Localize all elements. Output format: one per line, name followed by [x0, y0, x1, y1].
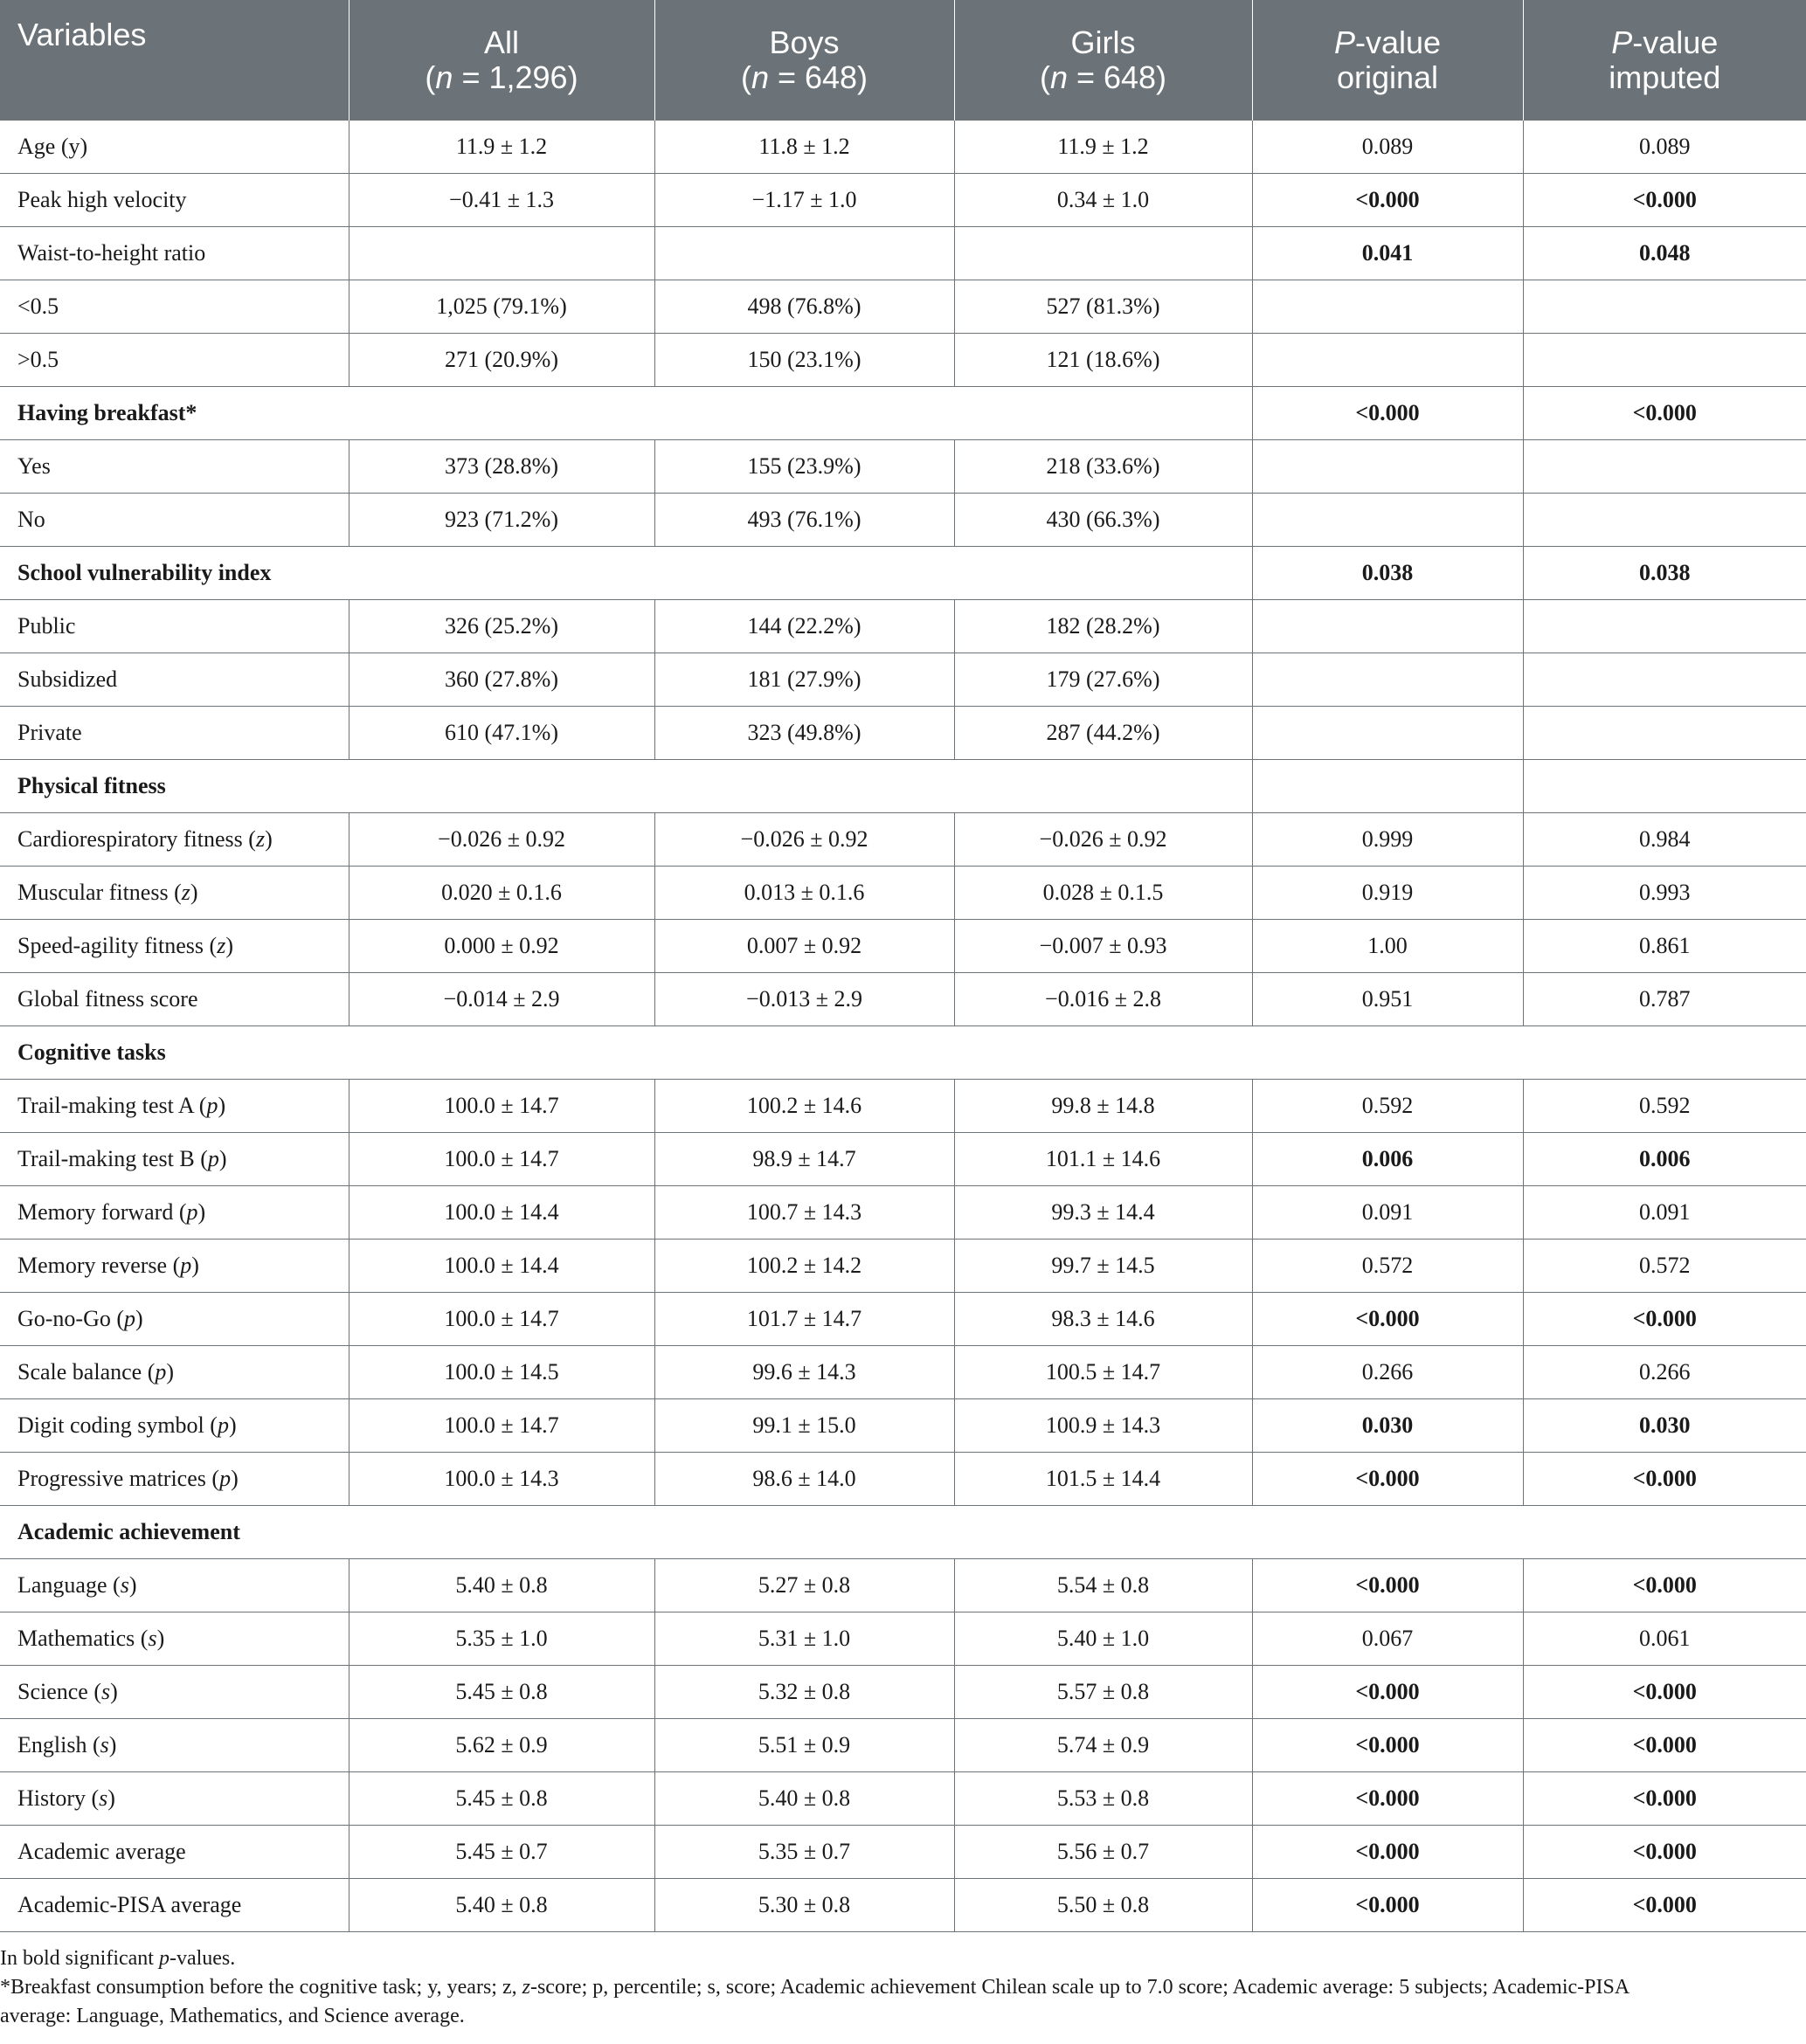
cell-p-original: <0.000 — [1252, 1719, 1523, 1772]
table-row — [0, 867, 1806, 920]
cell-boys: 101.7 ± 14.7 — [654, 1293, 954, 1346]
cell-boys: 181 (27.9%) — [654, 653, 954, 707]
table-row — [0, 1826, 1806, 1879]
cell-girls: 98.3 ± 14.6 — [954, 1293, 1252, 1346]
cell-p-original: 0.592 — [1252, 1080, 1523, 1133]
cell-p-imputed: 0.089 — [1523, 121, 1806, 174]
table-row — [0, 1133, 1806, 1186]
cell-p-original — [1252, 334, 1523, 387]
cell-boys: 98.6 ± 14.0 — [654, 1453, 954, 1506]
cell-p-imputed — [1523, 440, 1806, 494]
cell-p-imputed: <0.000 — [1523, 387, 1806, 440]
cell-boys: 5.30 ± 0.8 — [654, 1879, 954, 1932]
cell-p-original: 0.919 — [1252, 867, 1523, 920]
cell-girls: 0.34 ± 1.0 — [954, 174, 1252, 227]
row-label: >0.5 — [0, 334, 349, 387]
cell-p-original: <0.000 — [1252, 1293, 1523, 1346]
cell-girls: 99.8 ± 14.8 — [954, 1080, 1252, 1133]
cell-boys: 493 (76.1%) — [654, 494, 954, 547]
cell-boys: 323 (49.8%) — [654, 707, 954, 760]
cell-girls: 182 (28.2%) — [954, 600, 1252, 653]
cell-all: 271 (20.9%) — [349, 334, 654, 387]
cell-all: 100.0 ± 14.7 — [349, 1399, 654, 1453]
cell-all: 5.45 ± 0.8 — [349, 1666, 654, 1719]
cell-boys: 5.27 ± 0.8 — [654, 1559, 954, 1612]
table-row — [0, 1666, 1806, 1719]
cell-all: 923 (71.2%) — [349, 494, 654, 547]
row-label: Academic average — [0, 1826, 349, 1879]
header-row — [0, 0, 1806, 121]
cell-p-original: 0.091 — [1252, 1186, 1523, 1240]
row-label: Physical fitness — [0, 760, 1252, 813]
header-p-original: P-value original — [1252, 0, 1523, 121]
cell-p-imputed: 0.984 — [1523, 813, 1806, 867]
row-label: Memory forward (p) — [0, 1186, 349, 1240]
table-row — [0, 760, 1806, 813]
cell-girls — [954, 227, 1252, 280]
cell-girls: 11.9 ± 1.2 — [954, 121, 1252, 174]
cell-p-original: 0.572 — [1252, 1240, 1523, 1293]
header-variables: Variables — [0, 0, 349, 121]
table-row — [0, 1186, 1806, 1240]
cell-p-imputed — [1523, 280, 1806, 334]
cell-girls: 5.40 ± 1.0 — [954, 1612, 1252, 1666]
row-label: Go-no-Go (p) — [0, 1293, 349, 1346]
row-label: Public — [0, 600, 349, 653]
row-label: Mathematics (s) — [0, 1612, 349, 1666]
cell-p-imputed: <0.000 — [1523, 1453, 1806, 1506]
cell-girls: 5.54 ± 0.8 — [954, 1559, 1252, 1612]
cell-all: 100.0 ± 14.5 — [349, 1346, 654, 1399]
cell-p-imputed — [1523, 494, 1806, 547]
row-label: Muscular fitness (z) — [0, 867, 349, 920]
cell-boys: 498 (76.8%) — [654, 280, 954, 334]
row-label: Speed-agility fitness (z) — [0, 920, 349, 973]
cell-p-original: 0.038 — [1252, 547, 1523, 600]
row-label: Cognitive tasks — [0, 1026, 1806, 1080]
cell-p-original: <0.000 — [1252, 1826, 1523, 1879]
table-row — [0, 1080, 1806, 1133]
cell-all: 5.35 ± 1.0 — [349, 1612, 654, 1666]
cell-boys: 155 (23.9%) — [654, 440, 954, 494]
cell-p-original: 1.00 — [1252, 920, 1523, 973]
cell-p-original: 0.006 — [1252, 1133, 1523, 1186]
header-girls-n: (n = 648) — [1039, 59, 1167, 95]
cell-p-imputed: <0.000 — [1523, 1559, 1806, 1612]
cell-boys: 5.32 ± 0.8 — [654, 1666, 954, 1719]
table-row — [0, 813, 1806, 867]
cell-boys: −0.013 ± 2.9 — [654, 973, 954, 1026]
cell-all: 100.0 ± 14.7 — [349, 1293, 654, 1346]
cell-p-original: 0.041 — [1252, 227, 1523, 280]
table-row — [0, 1346, 1806, 1399]
cell-boys: 0.007 ± 0.92 — [654, 920, 954, 973]
row-label: Language (s) — [0, 1559, 349, 1612]
cell-p-original: <0.000 — [1252, 1453, 1523, 1506]
cell-all: 5.40 ± 0.8 — [349, 1559, 654, 1612]
cell-girls: 5.50 ± 0.8 — [954, 1879, 1252, 1932]
cell-p-imputed: 0.787 — [1523, 973, 1806, 1026]
cell-p-original: 0.067 — [1252, 1612, 1523, 1666]
cell-girls: 99.7 ± 14.5 — [954, 1240, 1252, 1293]
table-header — [0, 0, 1806, 121]
cell-p-imputed — [1523, 600, 1806, 653]
cell-p-original — [1252, 760, 1523, 813]
table-row — [0, 1240, 1806, 1293]
cell-p-imputed: 0.030 — [1523, 1399, 1806, 1453]
cell-p-imputed — [1523, 653, 1806, 707]
cell-boys: 150 (23.1%) — [654, 334, 954, 387]
row-label: School vulnerability index — [0, 547, 1252, 600]
cell-all: −0.026 ± 0.92 — [349, 813, 654, 867]
cell-p-imputed: <0.000 — [1523, 174, 1806, 227]
cell-all: 1,025 (79.1%) — [349, 280, 654, 334]
cell-girls: −0.016 ± 2.8 — [954, 973, 1252, 1026]
cell-girls: 100.9 ± 14.3 — [954, 1399, 1252, 1453]
row-label: Peak high velocity — [0, 174, 349, 227]
row-label: Trail-making test B (p) — [0, 1133, 349, 1186]
cell-p-original: <0.000 — [1252, 1879, 1523, 1932]
cell-p-imputed: 0.091 — [1523, 1186, 1806, 1240]
cell-p-imputed: 0.038 — [1523, 547, 1806, 600]
cell-girls: 287 (44.2%) — [954, 707, 1252, 760]
cell-p-imputed: <0.000 — [1523, 1772, 1806, 1826]
cell-boys — [654, 227, 954, 280]
cell-p-imputed — [1523, 760, 1806, 813]
cell-girls: −0.026 ± 0.92 — [954, 813, 1252, 867]
table-row — [0, 494, 1806, 547]
cell-all: 100.0 ± 14.7 — [349, 1133, 654, 1186]
cell-p-imputed: 0.592 — [1523, 1080, 1806, 1133]
cell-p-original: 0.089 — [1252, 121, 1523, 174]
table-row — [0, 547, 1806, 600]
cell-all: 5.45 ± 0.7 — [349, 1826, 654, 1879]
cell-girls: 218 (33.6%) — [954, 440, 1252, 494]
cell-all: 11.9 ± 1.2 — [349, 121, 654, 174]
cell-p-imputed: <0.000 — [1523, 1719, 1806, 1772]
table-row — [0, 121, 1806, 174]
cell-boys: 5.51 ± 0.9 — [654, 1719, 954, 1772]
table-row — [0, 334, 1806, 387]
table-row — [0, 707, 1806, 760]
cell-p-imputed — [1523, 707, 1806, 760]
cell-p-imputed: 0.861 — [1523, 920, 1806, 973]
cell-all: 5.40 ± 0.8 — [349, 1879, 654, 1932]
row-label: Subsidized — [0, 653, 349, 707]
cell-p-original — [1252, 707, 1523, 760]
table-row — [0, 653, 1806, 707]
table-row — [0, 1772, 1806, 1826]
header-all-n: (n = 1,296) — [425, 59, 578, 95]
cell-boys: −1.17 ± 1.0 — [654, 174, 954, 227]
cell-p-original — [1252, 600, 1523, 653]
cell-boys: 11.8 ± 1.2 — [654, 121, 954, 174]
row-label: English (s) — [0, 1719, 349, 1772]
cell-girls: 527 (81.3%) — [954, 280, 1252, 334]
cell-boys: 5.31 ± 1.0 — [654, 1612, 954, 1666]
table-row — [0, 1879, 1806, 1932]
cell-p-imputed: <0.000 — [1523, 1826, 1806, 1879]
table-row — [0, 174, 1806, 227]
cell-all: 360 (27.8%) — [349, 653, 654, 707]
row-label: Cardiorespiratory fitness (z) — [0, 813, 349, 867]
cell-all: 100.0 ± 14.4 — [349, 1186, 654, 1240]
cell-p-imputed: <0.000 — [1523, 1293, 1806, 1346]
table-row — [0, 1719, 1806, 1772]
cell-all: 100.0 ± 14.7 — [349, 1080, 654, 1133]
cell-p-imputed: <0.000 — [1523, 1879, 1806, 1932]
table-row — [0, 920, 1806, 973]
cell-all: 610 (47.1%) — [349, 707, 654, 760]
cell-boys: 144 (22.2%) — [654, 600, 954, 653]
row-label: Having breakfast* — [0, 387, 1252, 440]
cell-p-original: <0.000 — [1252, 174, 1523, 227]
cell-p-imputed: 0.266 — [1523, 1346, 1806, 1399]
footnote-abbreviations-cont: average: Language, Mathematics, and Science average. — [0, 2005, 465, 2027]
cell-boys: 98.9 ± 14.7 — [654, 1133, 954, 1186]
cell-girls: 5.56 ± 0.7 — [954, 1826, 1252, 1879]
table-row — [0, 1559, 1806, 1612]
cell-girls: 101.1 ± 14.6 — [954, 1133, 1252, 1186]
table-row — [0, 440, 1806, 494]
row-label: Global fitness score — [0, 973, 349, 1026]
cell-boys: −0.026 ± 0.92 — [654, 813, 954, 867]
cell-all: 5.62 ± 0.9 — [349, 1719, 654, 1772]
cell-all: 0.000 ± 0.92 — [349, 920, 654, 973]
cell-boys: 0.013 ± 0.1.6 — [654, 867, 954, 920]
table-row — [0, 973, 1806, 1026]
cell-p-original: 0.266 — [1252, 1346, 1523, 1399]
cell-girls: −0.007 ± 0.93 — [954, 920, 1252, 973]
table-row — [0, 1026, 1806, 1080]
cell-girls: 179 (27.6%) — [954, 653, 1252, 707]
row-label: Age (y) — [0, 121, 349, 174]
header-p-imputed: P-value imputed — [1523, 0, 1806, 121]
cell-p-imputed: 0.993 — [1523, 867, 1806, 920]
header-boys-n: (n = 648) — [740, 59, 868, 95]
table-body — [0, 121, 1806, 1932]
cell-all: 326 (25.2%) — [349, 600, 654, 653]
cell-girls: 430 (66.3%) — [954, 494, 1252, 547]
table-row — [0, 387, 1806, 440]
cell-p-original — [1252, 280, 1523, 334]
row-label: <0.5 — [0, 280, 349, 334]
cell-all: −0.41 ± 1.3 — [349, 174, 654, 227]
header-boys: Boys (n = 648) — [654, 0, 954, 121]
cell-boys: 99.1 ± 15.0 — [654, 1399, 954, 1453]
row-label: Science (s) — [0, 1666, 349, 1719]
cell-p-imputed — [1523, 334, 1806, 387]
cell-girls: 121 (18.6%) — [954, 334, 1252, 387]
cell-p-original: <0.000 — [1252, 1666, 1523, 1719]
cell-p-imputed: 0.048 — [1523, 227, 1806, 280]
cell-p-original: 0.999 — [1252, 813, 1523, 867]
cell-girls: 101.5 ± 14.4 — [954, 1453, 1252, 1506]
cell-boys: 99.6 ± 14.3 — [654, 1346, 954, 1399]
table-row — [0, 227, 1806, 280]
cell-boys: 5.40 ± 0.8 — [654, 1772, 954, 1826]
row-label: Academic achievement — [0, 1506, 1806, 1559]
cell-all: 5.45 ± 0.8 — [349, 1772, 654, 1826]
row-label: Trail-making test A (p) — [0, 1080, 349, 1133]
cell-boys: 100.2 ± 14.6 — [654, 1080, 954, 1133]
footnote-bold: In bold significant p-values. — [0, 1947, 236, 1970]
header-all: All (n = 1,296) — [349, 0, 654, 121]
row-label: History (s) — [0, 1772, 349, 1826]
cell-p-original: <0.000 — [1252, 387, 1523, 440]
row-label: Waist-to-height ratio — [0, 227, 349, 280]
cell-all: 100.0 ± 14.3 — [349, 1453, 654, 1506]
cell-p-original — [1252, 653, 1523, 707]
cell-all: 373 (28.8%) — [349, 440, 654, 494]
cell-all: 100.0 ± 14.4 — [349, 1240, 654, 1293]
cell-p-original: 0.030 — [1252, 1399, 1523, 1453]
cell-girls: 100.5 ± 14.7 — [954, 1346, 1252, 1399]
row-label: Academic-PISA average — [0, 1879, 349, 1932]
table-footnotes — [0, 1932, 1806, 2031]
table-row — [0, 600, 1806, 653]
cell-all: −0.014 ± 2.9 — [349, 973, 654, 1026]
table-row — [0, 1399, 1806, 1453]
table-row — [0, 1453, 1806, 1506]
cell-p-imputed: <0.000 — [1523, 1666, 1806, 1719]
cell-all: 0.020 ± 0.1.6 — [349, 867, 654, 920]
cell-p-imputed: 0.061 — [1523, 1612, 1806, 1666]
row-label: Digit coding symbol (p) — [0, 1399, 349, 1453]
footnote-abbreviations: *Breakfast consumption before the cognitive task; y, years; z, z-score; p, percentile; s, score; Academic achievement Chilean scale up to 7.0 score; Academic average: 5 subjects; Academic-PISA — [0, 1976, 1630, 1999]
row-label: Yes — [0, 440, 349, 494]
cell-p-original — [1252, 494, 1523, 547]
table-row — [0, 1612, 1806, 1666]
cell-p-imputed: 0.006 — [1523, 1133, 1806, 1186]
cell-p-original: <0.000 — [1252, 1559, 1523, 1612]
row-label: Memory reverse (p) — [0, 1240, 349, 1293]
cell-p-original: <0.000 — [1252, 1772, 1523, 1826]
table-row — [0, 1293, 1806, 1346]
row-label: No — [0, 494, 349, 547]
header-girls: Girls (n = 648) — [954, 0, 1252, 121]
table-row — [0, 280, 1806, 334]
row-label: Scale balance (p) — [0, 1346, 349, 1399]
cell-girls: 5.74 ± 0.9 — [954, 1719, 1252, 1772]
cell-girls: 5.53 ± 0.8 — [954, 1772, 1252, 1826]
cell-boys: 100.2 ± 14.2 — [654, 1240, 954, 1293]
table-row — [0, 1506, 1806, 1559]
cell-girls: 99.3 ± 14.4 — [954, 1186, 1252, 1240]
cell-boys: 5.35 ± 0.7 — [654, 1826, 954, 1879]
cell-all — [349, 227, 654, 280]
row-label: Private — [0, 707, 349, 760]
cell-girls: 5.57 ± 0.8 — [954, 1666, 1252, 1719]
cell-boys: 100.7 ± 14.3 — [654, 1186, 954, 1240]
cell-p-original: 0.951 — [1252, 973, 1523, 1026]
cell-p-imputed: 0.572 — [1523, 1240, 1806, 1293]
cell-girls: 0.028 ± 0.1.5 — [954, 867, 1252, 920]
cell-p-original — [1252, 440, 1523, 494]
row-label: Progressive matrices (p) — [0, 1453, 349, 1506]
